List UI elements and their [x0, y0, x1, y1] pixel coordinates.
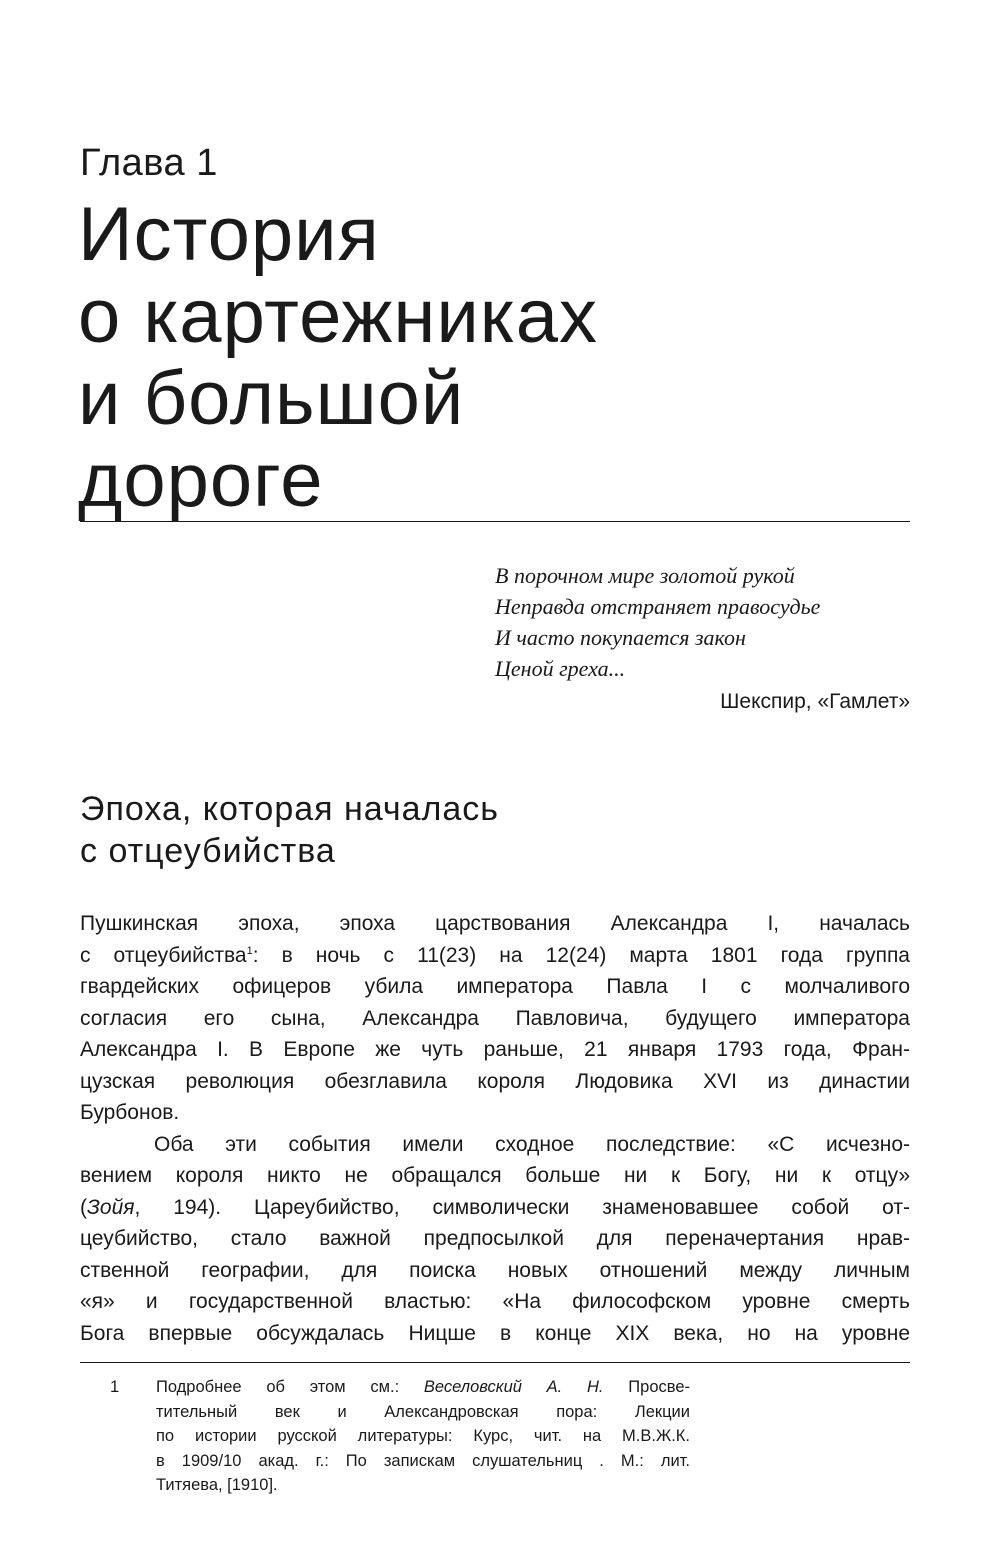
- chapter-title-line: о картежниках: [78, 274, 598, 359]
- citation-author: Зойя: [87, 1195, 135, 1219]
- body-line: [80, 1192, 910, 1224]
- body-line-text: (: [80, 1195, 87, 1219]
- chapter-title-line: и большой: [78, 356, 465, 441]
- chapter-title-line: дороге: [78, 438, 324, 523]
- body-text: [80, 908, 910, 1349]
- section-title-line: Эпоха, которая началась: [80, 790, 500, 828]
- body-line: ственной географии, для поиска новых отношений между личным: [80, 1258, 910, 1282]
- epigraph-line: В порочном мире золотой рукой: [495, 563, 795, 588]
- chapter-title-line: История: [78, 192, 380, 277]
- chapter-label: Глава 1: [80, 142, 218, 184]
- body-line: [80, 940, 910, 972]
- title-divider: [80, 521, 910, 522]
- body-line: цеубийство, стало важной предпосылкой для переначертания нрав-: [80, 1227, 910, 1250]
- body-line: Бурбонов.: [80, 1101, 180, 1124]
- footnote-line: тительный век и Александровская пора: Лекции: [156, 1402, 690, 1421]
- paragraph: [80, 908, 910, 1129]
- footnote-line-text: Подробнее об этом см.:: [156, 1378, 424, 1396]
- footnote-line-text: Просве-: [603, 1378, 690, 1396]
- body-line: «я» и государственной властью: «На философском уровне смерть: [80, 1290, 910, 1313]
- footnote-text: [156, 1375, 690, 1498]
- body-line-text: , 194). Цареубийство, символически знаменовавшее собой от-: [134, 1195, 910, 1219]
- footnote-author: Веселовский А. Н.: [423, 1378, 604, 1396]
- body-line: гвардейских офицеров убила императора Павла I с молчаливого: [80, 975, 910, 998]
- body-line: Бога впервые обсуждалась Ницше в конце XIX века, но на уровне: [80, 1321, 910, 1345]
- epigraph-line: Ценой греха...: [495, 656, 626, 681]
- epigraph: [495, 560, 910, 684]
- section-title-line: с отцеубийства: [80, 832, 336, 870]
- epigraph-line: Неправда отстраняет правосудье: [495, 594, 821, 619]
- body-line: Александра I. В Европе же чуть раньше, 21 января 1793 года, Фран-: [80, 1038, 910, 1061]
- footnote-line: по истории русской литературы: Курс, чит. на М.В.Ж.К.: [156, 1427, 690, 1445]
- body-line-text: : в ночь с 11(23) на 12(24) марта 1801 года группа: [252, 943, 910, 967]
- epigraph-line: И часто покупается закон: [495, 625, 746, 650]
- footnote-line: в 1909/10 акад. г.: По запискам слушательниц . М.: лит.: [156, 1451, 690, 1470]
- footnote-divider: [80, 1362, 910, 1363]
- body-line: Оба эти события имели сходное последствие: «С исчезно-: [154, 1132, 910, 1156]
- body-line: согласия его сына, Александра Павловича, будущего императора: [80, 1006, 910, 1030]
- footnote-line: Титяева, [1910].: [156, 1476, 278, 1494]
- section-title: [80, 788, 499, 872]
- epigraph-source: Шекспир, «Гамлет»: [720, 690, 910, 713]
- footnote-number: 1: [110, 1378, 120, 1396]
- footnote-line: [156, 1375, 690, 1400]
- chapter-title: [78, 194, 598, 522]
- body-line-text: с отцеубийства: [80, 943, 247, 967]
- paragraph: [80, 1129, 910, 1350]
- body-line: цузская революция обезглавила короля Людовика XVI из династии: [80, 1069, 910, 1093]
- body-line: Пушкинская эпоха, эпоха царствования Александра I, началась: [80, 912, 910, 935]
- footnote-reference[interactable]: 1: [246, 944, 253, 957]
- body-line: вением короля никто не обращался больше ни к Богу, ни к отцу»: [80, 1164, 910, 1187]
